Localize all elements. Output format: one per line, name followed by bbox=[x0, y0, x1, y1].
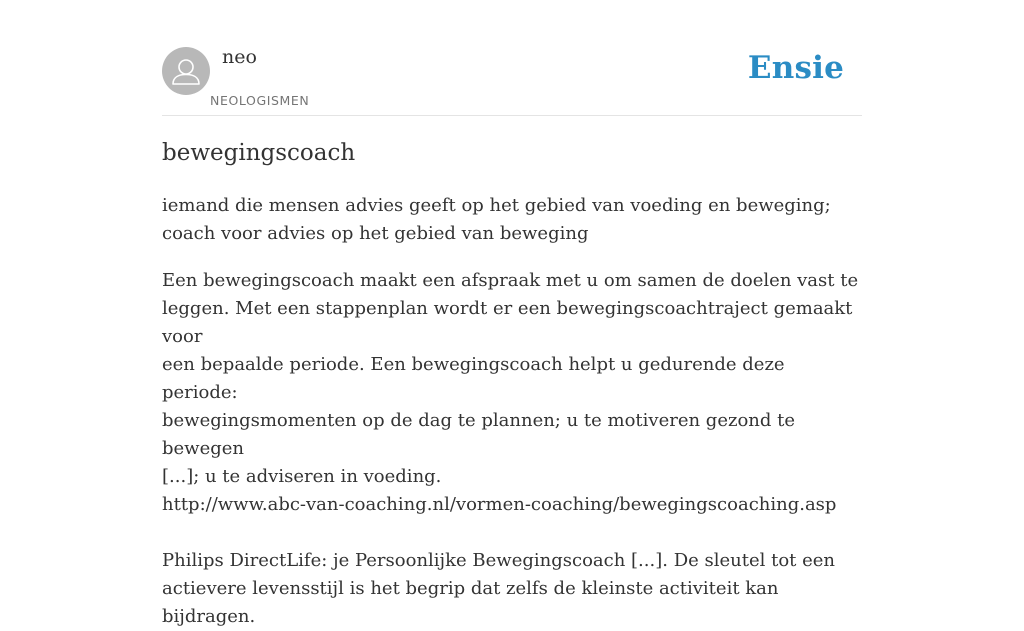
example-source-url: http://www.abc-van-coaching.nl/vormen-coaching/bewegingscoaching.asp bbox=[162, 494, 837, 515]
example-line: actievere levensstijl is het begrip dat zelfs de kleinste activiteit kan bijdragen. bbox=[162, 578, 779, 627]
page bbox=[162, 0, 862, 627]
user-icon bbox=[162, 47, 210, 95]
header bbox=[162, 0, 862, 116]
category-label[interactable]: NEOLOGISMEN bbox=[210, 93, 310, 108]
entry-example bbox=[162, 267, 862, 631]
entry-title: bewegingscoach bbox=[162, 140, 356, 166]
example-line: [...]; u te adviseren in voeding. bbox=[162, 466, 442, 487]
example-line: Philips DirectLife: je Persoonlijke Bewegingscoach [...]. De sleutel tot een bbox=[162, 550, 836, 571]
entry-definition: iemand die mensen advies geeft op het gebied van voeding en beweging; coach voor advies op het gebied van beweging bbox=[162, 195, 831, 244]
example-line: een bepaalde periode. Een bewegingscoach helpt u gedurende deze periode: bbox=[162, 354, 785, 403]
example-line: bewegingsmomenten op de dag te plannen; u te motiveren gezond te bewegen bbox=[162, 410, 796, 459]
example-line: Een bewegingscoach maakt een afspraak met u om samen de doelen vast te bbox=[162, 270, 859, 291]
author-name[interactable]: neo bbox=[222, 46, 257, 68]
example-line: leggen. Met een stappenplan wordt er een bewegingscoachtraject gemaakt voor bbox=[162, 298, 853, 347]
ensie-logo[interactable]: Ensie bbox=[747, 50, 844, 86]
avatar[interactable] bbox=[162, 47, 210, 95]
example-spacer bbox=[162, 519, 862, 547]
